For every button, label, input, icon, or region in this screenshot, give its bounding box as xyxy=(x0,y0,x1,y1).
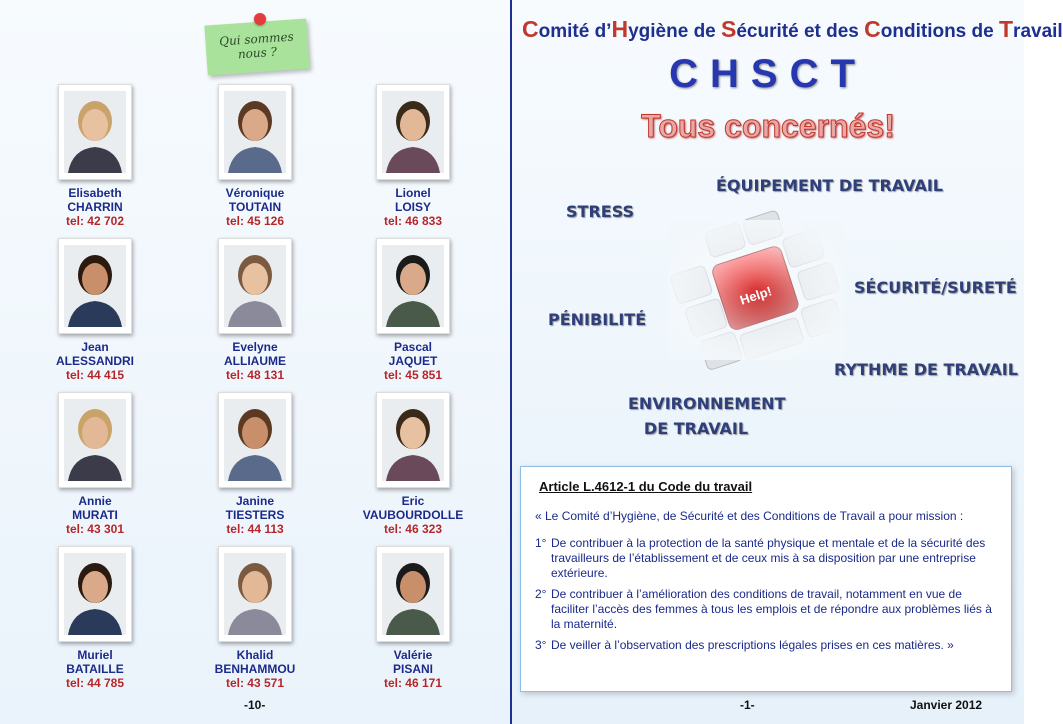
member-info xyxy=(338,186,488,228)
cap-c1: C xyxy=(522,16,539,42)
note-line-1: Qui sommes xyxy=(218,29,295,49)
member-last-name: ALLIAUME xyxy=(224,354,286,368)
member-info xyxy=(20,648,170,690)
member-info xyxy=(180,494,330,536)
member-photo xyxy=(376,546,450,642)
pin-icon xyxy=(254,13,266,25)
member-first-name: Muriel xyxy=(77,648,113,662)
member-card xyxy=(338,546,488,690)
member-first-name: Annie xyxy=(78,494,112,508)
member-photo xyxy=(376,84,450,180)
article-item-text: De veiller à l’observation des prescriptions légales prises en ces matières. » xyxy=(551,638,954,652)
member-info xyxy=(20,186,170,228)
article-item-text: De contribuer à la protection de la santé physique et mentale et de la sécurité des travailleurs de l’établissement et de ceux mis à sa disposition par une entreprise extérieure. xyxy=(551,536,986,580)
member-card xyxy=(338,392,488,536)
member-first-name: Jean xyxy=(81,340,109,354)
article-item xyxy=(535,536,997,581)
risk-rythme: RYTHME DE TRAVAIL xyxy=(834,360,1018,379)
member-phone: tel: 45 126 xyxy=(225,214,285,228)
title-part-3: écurité et des xyxy=(736,21,865,42)
member-photo xyxy=(58,84,132,180)
cap-c2: C xyxy=(864,16,881,42)
member-phone: tel: 44 785 xyxy=(65,676,125,690)
member-card xyxy=(20,84,170,228)
member-photo xyxy=(376,392,450,488)
member-card xyxy=(180,238,330,382)
publication-date: Janvier 2012 xyxy=(910,698,983,712)
member-first-name: Lionel xyxy=(395,186,431,200)
left-page-number: -10- xyxy=(244,698,266,712)
member-last-name: TIESTERS xyxy=(225,508,285,522)
member-phone: tel: 48 131 xyxy=(225,368,285,382)
right-page-number: -1- xyxy=(740,698,755,712)
risk-penibilite: PÉNIBILITÉ xyxy=(548,310,647,329)
risk-stress: STRESS xyxy=(566,202,635,221)
member-card xyxy=(180,546,330,690)
committee-title xyxy=(522,16,1063,43)
member-last-name: PISANI xyxy=(392,662,433,676)
member-photo xyxy=(58,238,132,334)
member-phone: tel: 44 113 xyxy=(226,522,284,536)
article-item-number: 1° xyxy=(535,536,547,550)
member-last-name: JAQUET xyxy=(388,354,438,368)
note-line-2: nous ? xyxy=(237,44,278,62)
title-part-1: omité d’ xyxy=(538,21,612,42)
member-last-name: CHARRIN xyxy=(67,200,123,214)
member-card xyxy=(180,392,330,536)
member-last-name: BENHAMMOU xyxy=(214,662,296,676)
member-info xyxy=(338,340,488,382)
sticky-note xyxy=(204,19,309,76)
article-item-number: 3° xyxy=(535,638,547,652)
person-portrait-icon xyxy=(382,245,444,327)
member-info xyxy=(20,494,170,536)
member-card xyxy=(20,238,170,382)
member-last-name: ALESSANDRI xyxy=(55,354,134,368)
member-first-name: Pascal xyxy=(393,340,433,354)
member-phone: tel: 44 415 xyxy=(65,368,125,382)
person-portrait-icon xyxy=(64,399,126,481)
member-last-name: LOISY xyxy=(394,200,431,214)
risk-environnement-line-2: DE TRAVAIL xyxy=(643,419,749,438)
member-photo xyxy=(218,392,292,488)
person-portrait-icon xyxy=(224,91,286,173)
article-title: Article L.4612-1 du Code du travail xyxy=(539,479,753,494)
person-portrait-icon xyxy=(64,91,126,173)
member-card xyxy=(338,238,488,382)
member-first-name: Khalid xyxy=(236,648,274,662)
member-phone: tel: 43 571 xyxy=(225,676,285,690)
person-portrait-icon xyxy=(224,399,286,481)
article-item xyxy=(535,638,997,653)
member-info xyxy=(338,648,488,690)
member-last-name: MURATI xyxy=(72,508,118,522)
member-card xyxy=(20,392,170,536)
cap-s: S xyxy=(721,16,737,42)
member-photo xyxy=(376,238,450,334)
member-info xyxy=(180,648,330,690)
title-part-2: ygiène de xyxy=(628,21,722,42)
article-item xyxy=(535,587,997,632)
member-phone: tel: 42 702 xyxy=(65,214,125,228)
member-photo xyxy=(218,546,292,642)
help-keyboard-icon xyxy=(668,220,844,360)
person-portrait-icon xyxy=(64,245,126,327)
member-phone: tel: 46 833 xyxy=(383,214,443,228)
member-card xyxy=(180,84,330,228)
member-first-name: Eric xyxy=(401,494,425,508)
member-phone: tel: 46 323 xyxy=(383,522,443,536)
member-photo xyxy=(58,392,132,488)
person-portrait-icon xyxy=(224,245,286,327)
article-intro: « Le Comité d’Hygiène, de Sécurité et des Conditions de Travail a pour mission : xyxy=(535,509,964,523)
member-first-name: Valérie xyxy=(393,648,433,662)
member-photo xyxy=(218,84,292,180)
person-portrait-icon xyxy=(382,553,444,635)
member-photo xyxy=(58,546,132,642)
member-card xyxy=(338,84,488,228)
member-first-name: Elisabeth xyxy=(68,186,122,200)
person-portrait-icon xyxy=(64,553,126,635)
risk-environnement-line-1: ENVIRONNEMENT xyxy=(628,394,786,413)
member-first-name: Janine xyxy=(235,494,274,508)
member-photo xyxy=(218,238,292,334)
member-first-name: Evelyne xyxy=(232,340,278,354)
risk-equipement: ÉQUIPEMENT DE TRAVAIL xyxy=(716,176,943,195)
member-last-name: VAUBOURDOLLE xyxy=(362,508,464,522)
cap-h: H xyxy=(611,16,629,42)
person-portrait-icon xyxy=(382,91,444,173)
article-item-text: De contribuer à l’amélioration des conditions de travail, notamment en vue de faciliter l’accès des femmes à tous les emplois et de répondre aux problèmes liés à la maternité. xyxy=(551,587,992,631)
cap-t: T xyxy=(998,16,1014,42)
risk-securite: SÉCURITÉ/SURETÉ xyxy=(854,278,1017,297)
person-portrait-icon xyxy=(382,399,444,481)
member-first-name: Véronique xyxy=(225,186,285,200)
member-phone: tel: 46 171 xyxy=(383,676,443,690)
member-last-name: TOUTAIN xyxy=(228,200,282,214)
person-portrait-icon xyxy=(224,553,286,635)
member-phone: tel: 43 301 xyxy=(65,522,125,536)
member-info xyxy=(180,340,330,382)
member-phone: tel: 45 851 xyxy=(383,368,443,382)
slogan: Tous concernés! xyxy=(641,108,895,144)
title-part-4: onditions de xyxy=(880,21,999,42)
member-card xyxy=(20,546,170,690)
risk-environnement xyxy=(628,394,786,438)
title-part-5: ravail xyxy=(1013,21,1063,42)
acronym-heading: CHSCT xyxy=(669,52,867,96)
article-item-number: 2° xyxy=(535,587,547,601)
member-info xyxy=(20,340,170,382)
member-last-name: BATAILLE xyxy=(66,662,124,676)
member-info xyxy=(338,494,488,536)
member-info xyxy=(180,186,330,228)
article-box xyxy=(520,466,1012,692)
